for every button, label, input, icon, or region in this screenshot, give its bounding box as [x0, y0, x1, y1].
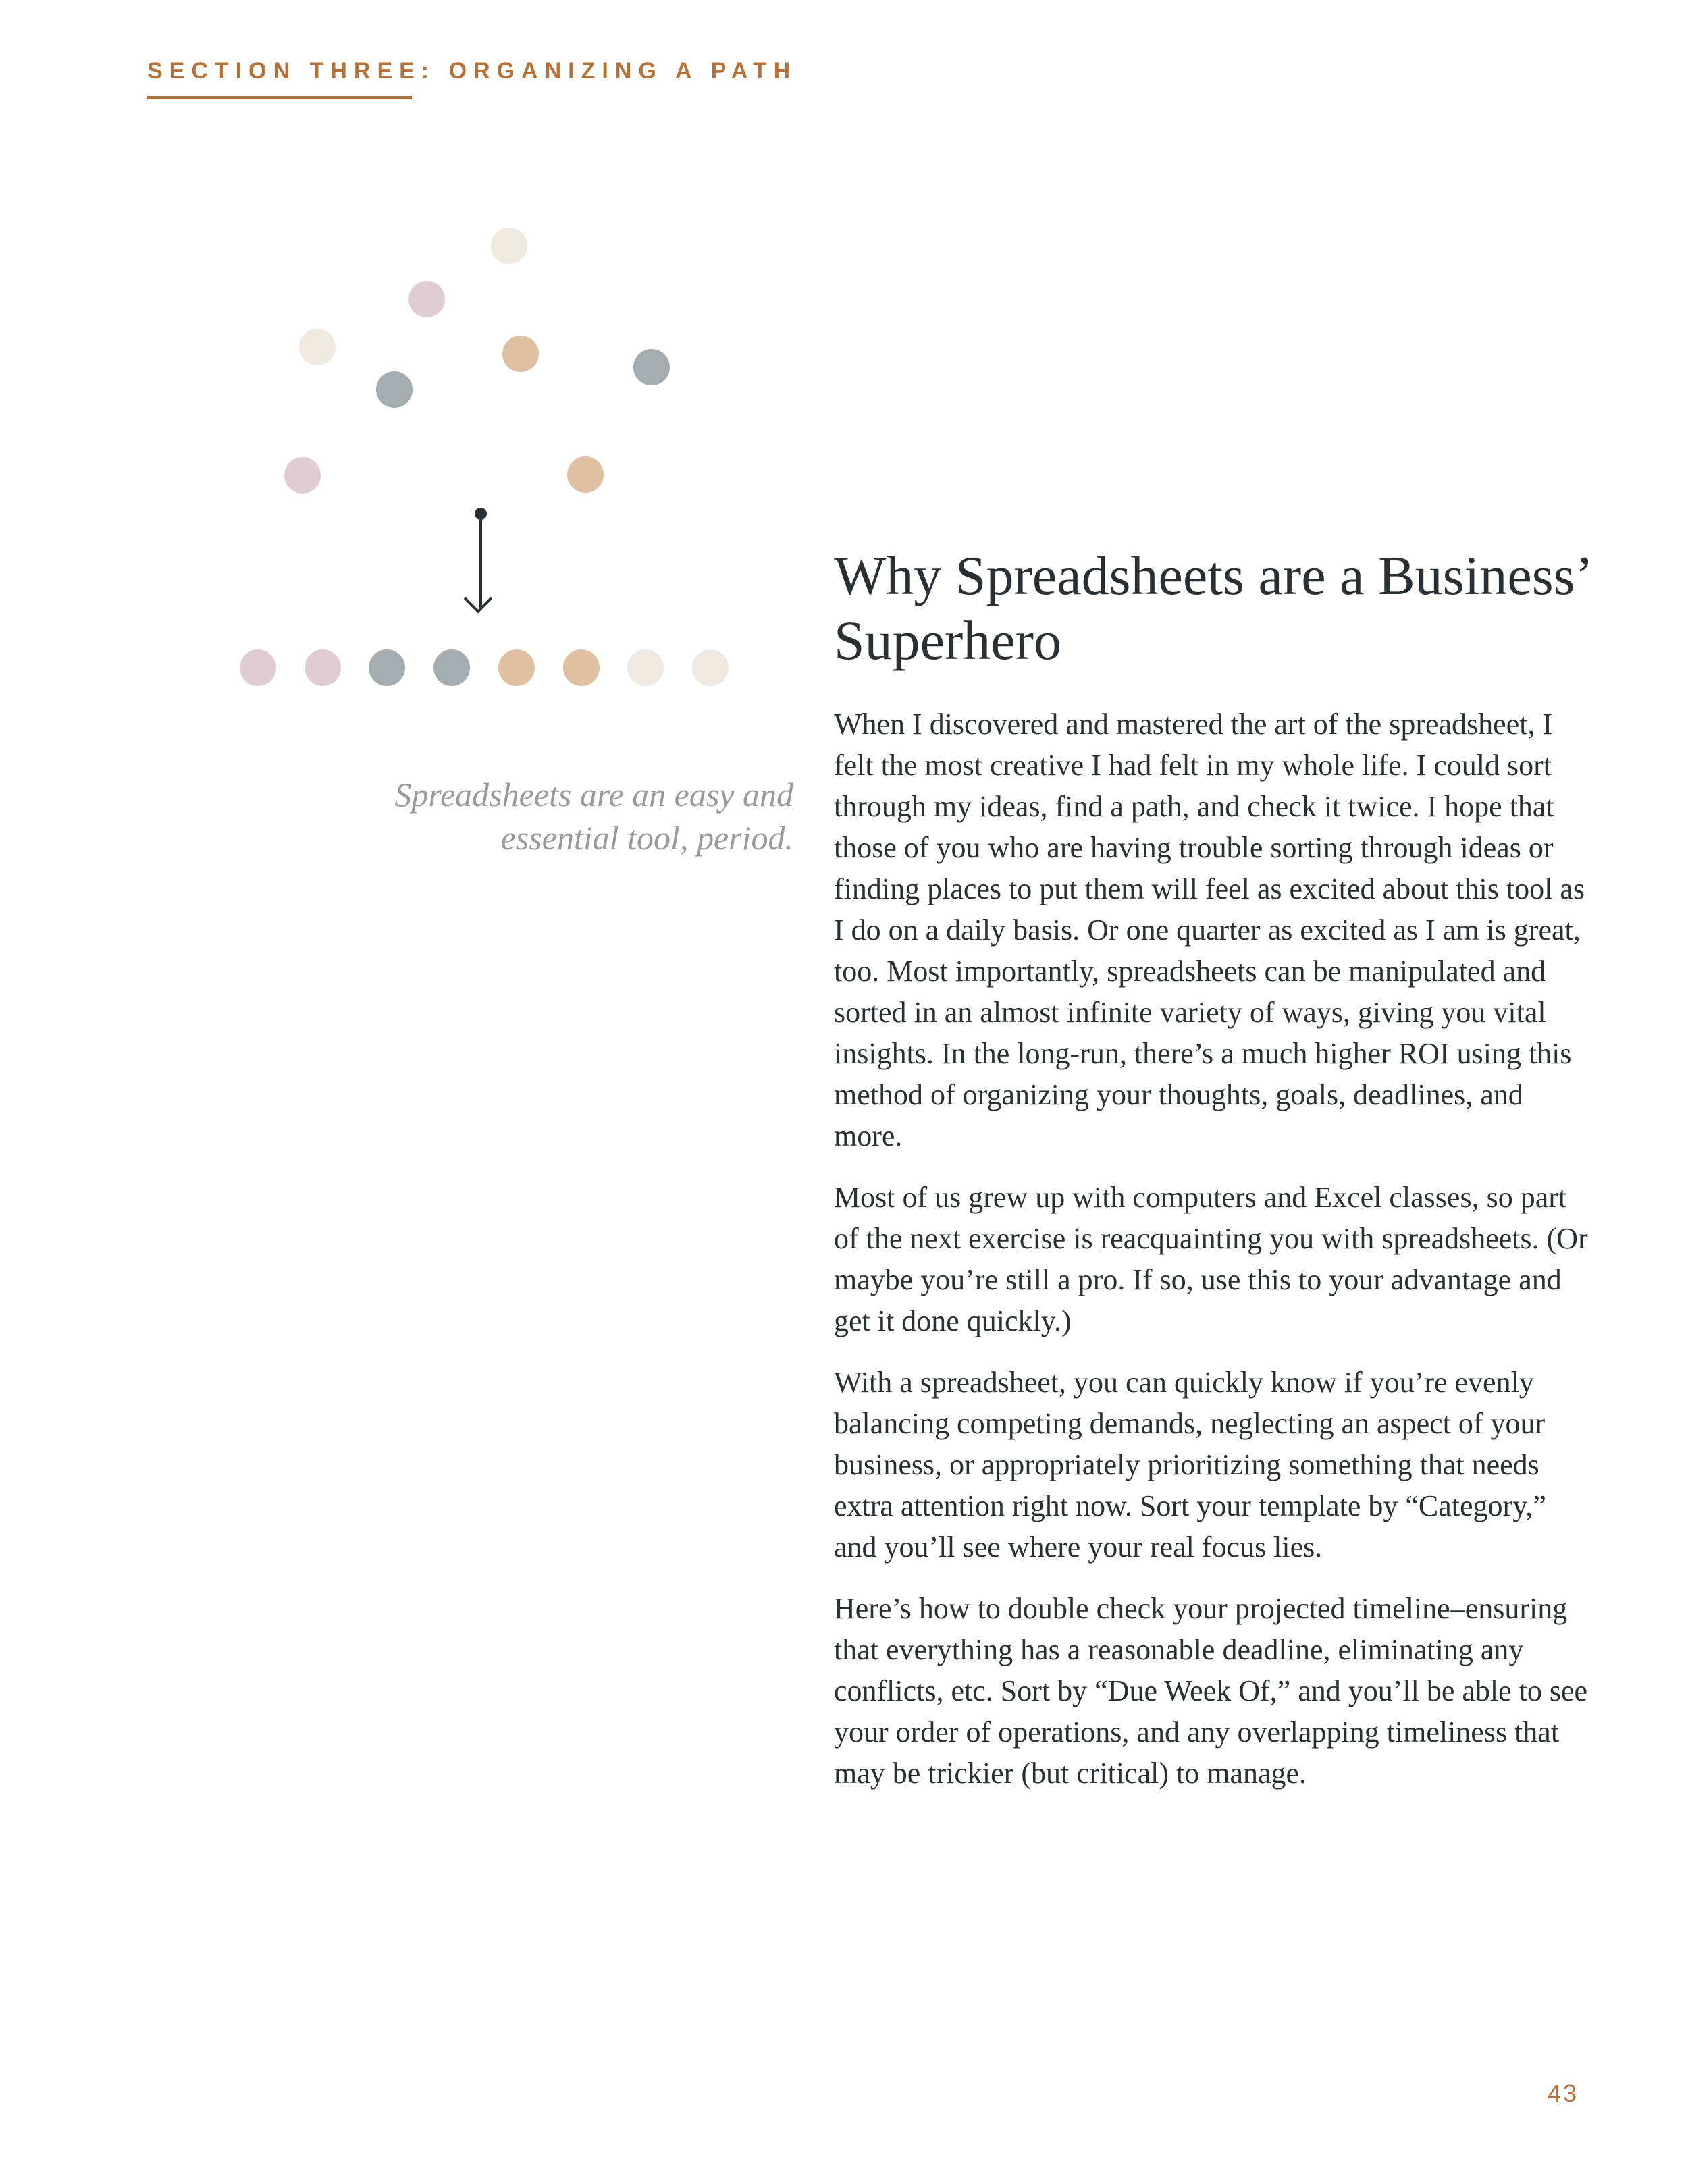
scattered-dot-3 [299, 329, 336, 365]
sorted-dot-6 [563, 649, 600, 686]
sorted-dot-4 [433, 649, 470, 686]
scattered-dot-6 [633, 349, 670, 385]
scattered-dot-4 [502, 336, 539, 372]
section-header: SECTION THREE: ORGANIZING A PATH [147, 58, 797, 84]
pull-quote-caption: Spreadsheets are an easy and essential tool, period. [394, 776, 793, 857]
sorted-dot-2 [305, 649, 341, 686]
sorted-dot-7 [627, 649, 664, 686]
article-title: Why Spreadsheets are a Business’ Superhero [834, 545, 1589, 671]
sorted-dot-3 [369, 649, 405, 686]
scattered-dot-7 [284, 457, 321, 494]
sorted-dot-8 [692, 649, 729, 686]
article-body [834, 703, 1590, 1814]
scattered-dot-5 [376, 371, 413, 408]
page-number: 43 [1548, 2079, 1579, 2107]
body-paragraph-2: Most of us grew up with computers and Excel classes, so part of the next exercise is reacquainting you with spreadsheets. (Or maybe you’re still a pro. If so, use this to your advantage and get it done quickly.) [834, 1181, 1588, 1337]
sorting-illustration [0, 0, 810, 709]
sorted-dot-1 [240, 649, 276, 686]
body-paragraph-4: Here’s how to double check your projected timeline–ensuring that everything has a reasonable deadline, eliminating any conflicts, etc. Sort by “Due Week Of,” and you’ll be able to see your order of operations, and any overlapping timeliness that may be trickier (but critical) to manage. [834, 1592, 1588, 1790]
scattered-dot-2 [408, 281, 445, 317]
sorted-dot-5 [498, 649, 535, 686]
body-paragraph-1: When I discovered and mastered the art of the spreadsheet, I felt the most creative I had felt in my whole life. I could sort through my ideas, find a path, and check it twice. I hope that those of you who are having trouble sorting through ideas or finding places to put them will feel as excited about this tool as I do on a daily basis. Or one quarter as excited as I am is great, too. Most importantly, spreadsheets can be manipulated and sorted in an almost infinite variety of ways, giving you vital insights. In the long-run, there’s a much higher ROI using this method of organizing your thoughts, goals, deadlines, and more. [834, 708, 1585, 1152]
scattered-dot-1 [491, 228, 527, 264]
body-paragraph-3: With a spreadsheet, you can quickly know if you’re evenly balancing competing demands, neglecting an aspect of your business, or appropriately prioritizing something that needs extra attention right now. Sort your template by “Category,” and you’ll see where your real focus lies. [834, 1366, 1546, 1564]
scattered-dot-8 [567, 456, 604, 493]
